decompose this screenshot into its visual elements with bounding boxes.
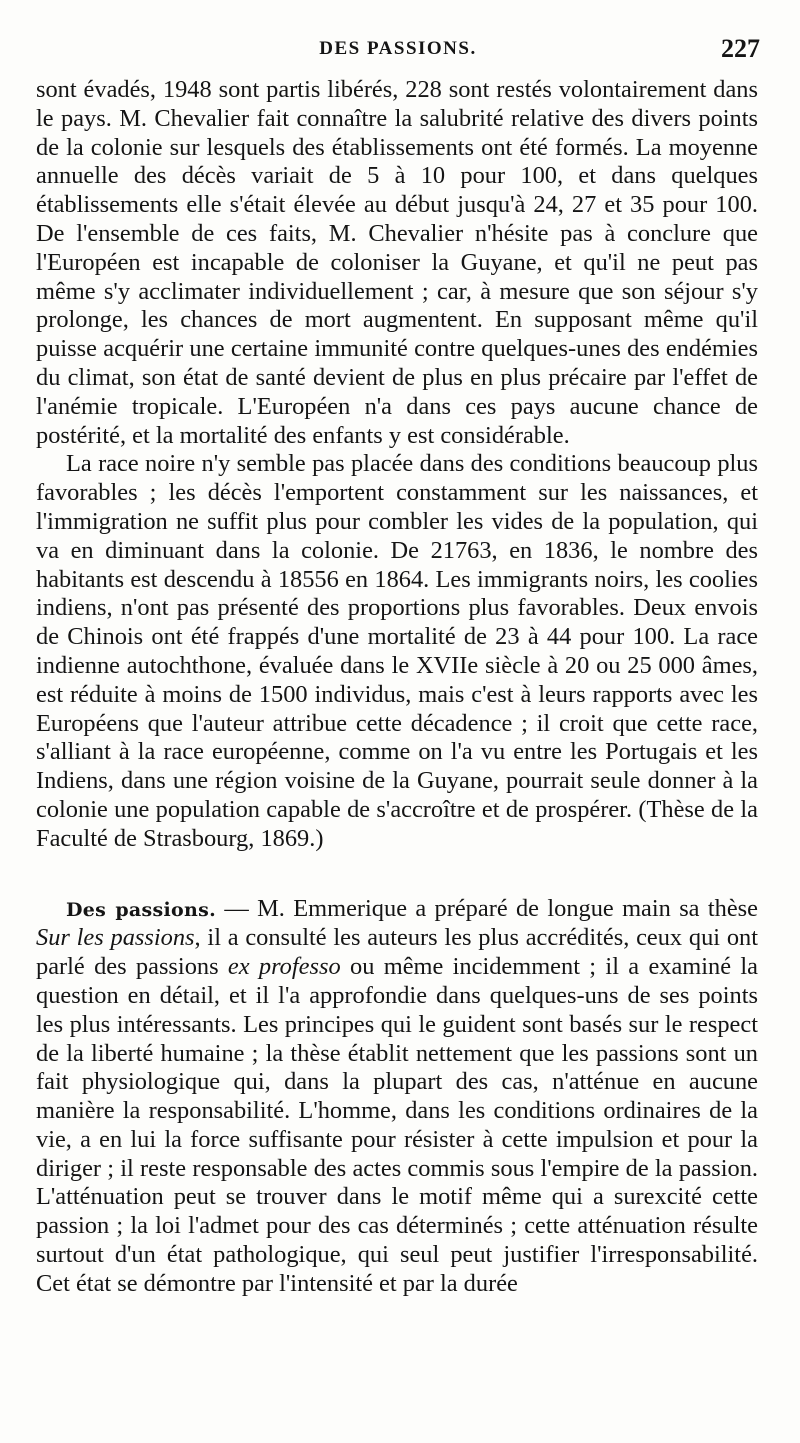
section-spacer	[36, 854, 758, 895]
paragraph-race-noire: La race noire n'y semble pas placée dans des conditions beaucoup plus favorables ; les décès l'emportent constamment sur les naissances, et l'immigration ne suffit plus pour combler les vides de la population, qui va en diminuant dans la colonie. De 21763, en 1836, le nombre des habitants est descendu à 18556 en 1864. Les immigrants noirs, les coolies indiens, n'ont pas présenté des proportions plus favorables. Deux envois de Chinois ont été frappés d'une mortalité de 23 à 44 pour 100. La race indienne autochthone, évaluée dans le XVIIe siècle à 20 ou 25 000 âmes, est réduite à moins de 1500 individus, mais c'est à leurs rapports avec les Européens que l'auteur attribue cette décadence ; il croit que cette race, s'alliant à la race européenne, comme on l'a vu entre les Portugais et les Indiens, dans une région voisine de la Guyane, pourrait seule donner à la colonie une population capable de s'accroître et de prospérer. (Thèse de la Faculté de Strasbourg, 1869.)	[36, 450, 758, 852]
passions-text-a: M. Emmerique a préparé de longue main sa thèse	[257, 894, 758, 922]
paragraph-des-passions	[36, 895, 758, 1299]
section-dash: —	[216, 894, 258, 922]
section-title: Des passions.	[66, 898, 217, 921]
running-head: DES PASSIONS.	[319, 38, 477, 59]
paragraph-continuation: sont évadés, 1948 sont partis libérés, 228 sont restés volontairement dans le pays. M. Chevalier fait connaître la salubrité relative des divers points de la colonie sur lesquels des établissements ont été formés. La moyenne annuelle des décès variait de 5 à 10 pour 100, et dans quelques établissements elle s'était élevée au début jusqu'à 24, 27 et 35 pour 100. De l'ensemble de ces faits, M. Chevalier n'hésite pas à conclure que l'Européen est incapable de coloniser la Guyane, et qu'il ne peut pas même s'y acclimater individuellement ; car, à mesure que son séjour s'y prolonge, les chances de mort augmentent. En supposant même qu'il puisse acquérir une certaine immunité contre quelques-unes des endémies du climat, son état de santé devient de plus en plus précaire par l'effet de l'anémie tropicale. L'Européen n'a dans ces pays aucune chance de postérité, et la mortalité des enfants y est considérable.	[36, 76, 758, 449]
page-header	[36, 34, 760, 70]
body-text	[36, 76, 758, 1299]
page-number: 227	[721, 34, 760, 63]
passions-text-b: , il a consulté les auteurs les plus accrédités, ceux qui ont parlé des passions	[36, 924, 758, 981]
thesis-title-italic: Sur les passions	[36, 924, 195, 952]
passions-text-c: ou même incidemment ; il a examiné la question en détail, et il l'a approfondie dans quelques-uns de ses points les plus intéressants. Les principes qui le guident sont basés sur le respect de la liberté humaine ; la thèse établit nettement que les passions sont un fait physiologique qui, dans la plupart des cas, n'atténue en aucune manière la responsabilité. L'homme, dans les conditions ordinaires de la vie, a en lui la force suffisante pour résister à cette impulsion et pour la diriger ; il reste responsable des actes commis sous l'empire de la passion. L'atténuation peut se trouver dans le motif même qui a surexcité cette passion ; la loi l'admet pour des cas déterminés ; cette atténuation résulte surtout d'un état pathologique, qui seul peut justifier l'irresponsabilité. Cet état se démontre par l'intensité et par la durée	[36, 953, 759, 1297]
ex-professo-italic: ex professo	[227, 953, 341, 981]
